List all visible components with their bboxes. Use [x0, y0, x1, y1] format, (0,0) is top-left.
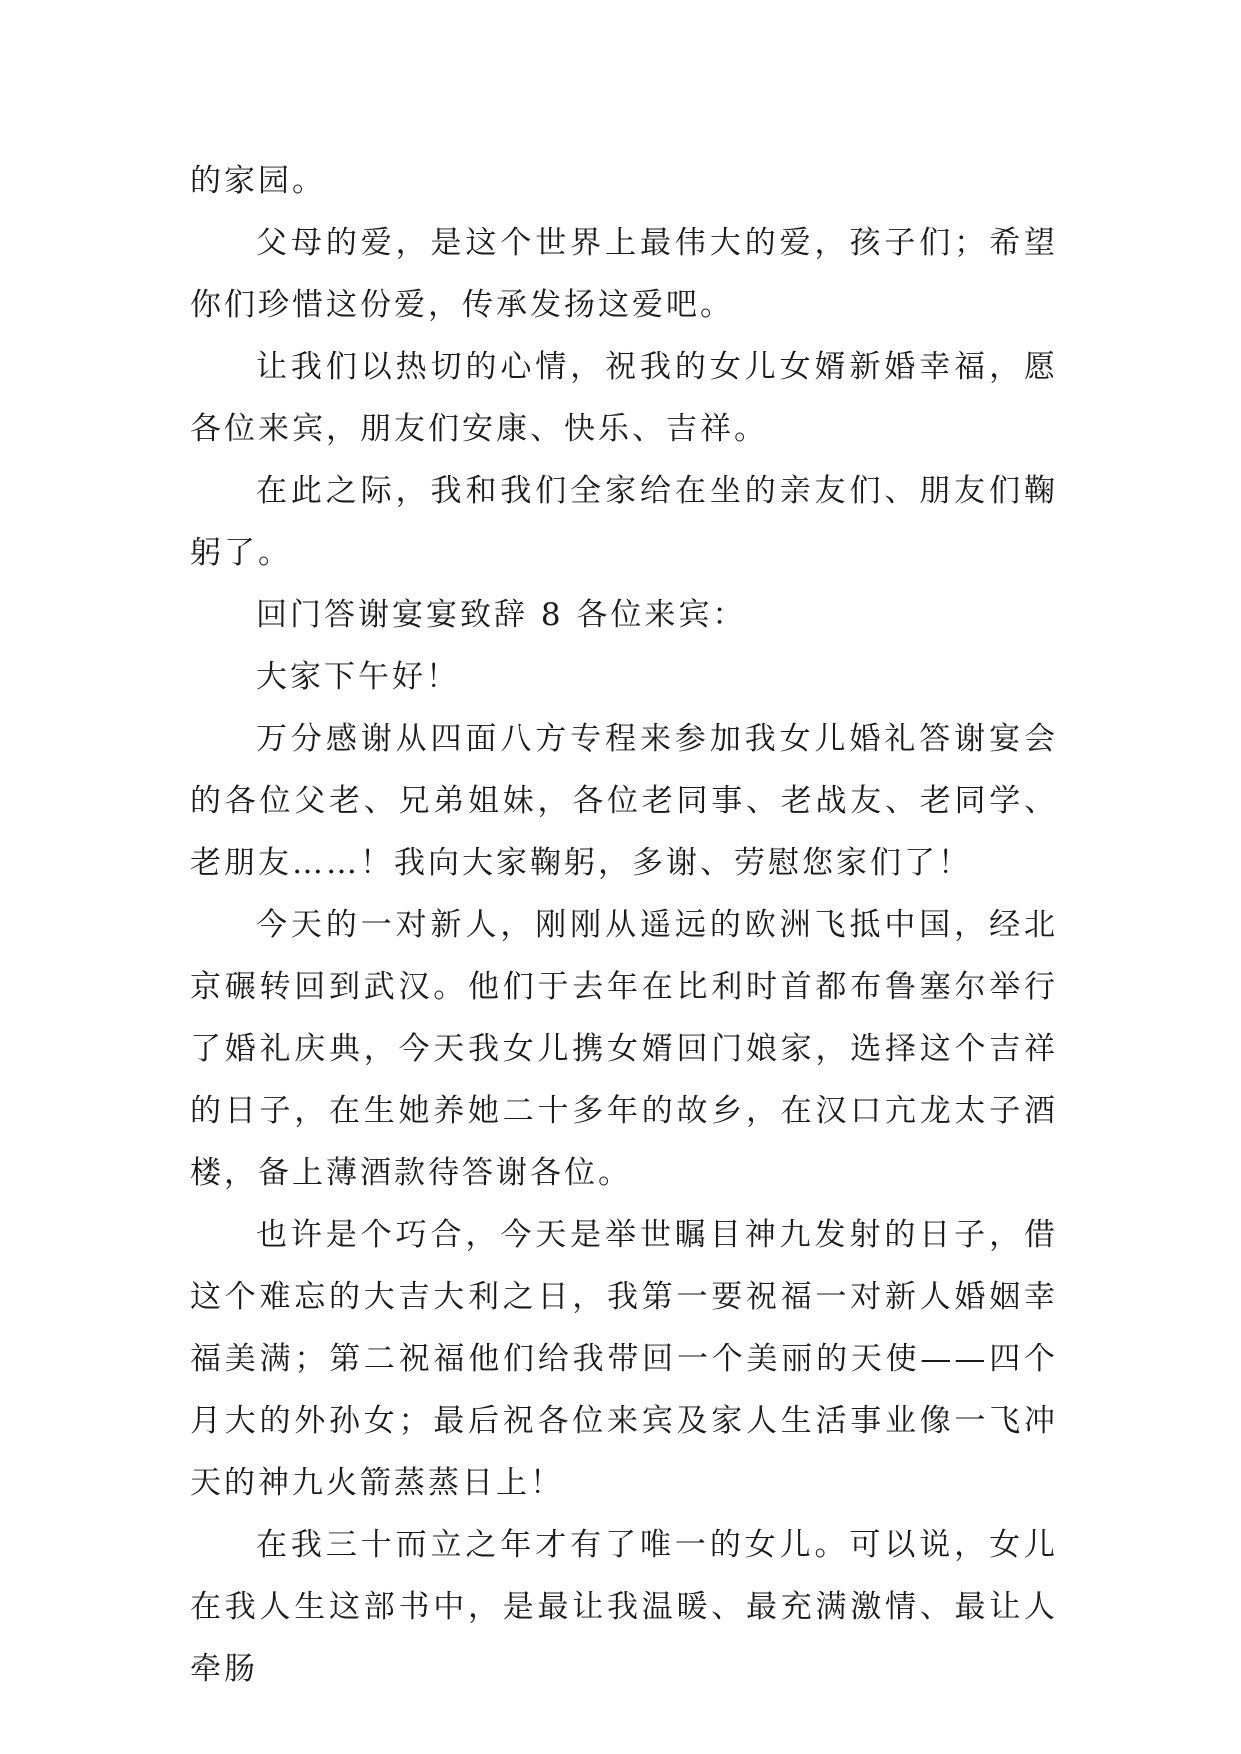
greeting: 大家下午好！ — [256, 659, 460, 695]
paragraph-7: 万分感谢从四面八方专程来参加我女儿婚礼答谢宴会的各位父老、兄弟姐妹，各位老同事、老战友、老同学、老朋友……！我向大家鞠躬，多谢、劳慰您家们了！ — [190, 721, 1058, 881]
document-page — [190, 150, 1058, 1700]
section-heading: 回门答谢宴宴致辞 8 各位来宾： — [256, 597, 747, 633]
paragraph-2: 父母的爱，是这个世界上最伟大的爱，孩子们；希望你们珍惜这份爱，传承发扬这爱吧。 — [190, 225, 1058, 323]
paragraph-8: 今天的一对新人，刚刚从遥远的欧洲飞抵中国，经北京碾转回到武汉。他们于去年在比利时首都布鲁塞尔举行了婚礼庆典，今天我女儿携女婿回门娘家，选择这个吉祥的日子，在生她养她二十多年的故乡，在汉口亢龙太子酒楼，备上薄酒款待答谢各位。 — [190, 907, 1058, 1191]
paragraph-4: 在此之际，我和我们全家给在坐的亲友们、朋友们鞠躬了。 — [190, 473, 1058, 571]
paragraph-3: 让我们以热切的心情，祝我的女儿女婿新婚幸福，愿各位来宾，朋友们安康、快乐、吉祥。 — [190, 349, 1058, 447]
paragraph-1: 的家园。 — [190, 163, 326, 199]
paragraph-9: 也许是个巧合，今天是举世瞩目神九发射的日子，借这个难忘的大吉大利之日，我第一要祝福一对新人婚姻幸福美满；第二祝福他们给我带回一个美丽的天使——四个月大的外孙女；最后祝各位来宾及家人生活事业像一飞冲天的神九火箭蒸蒸日上！ — [190, 1217, 1058, 1501]
paragraph-10: 在我三十而立之年才有了唯一的女儿。可以说，女儿在我人生这部书中，是最让我温暖、最充满激情、最让人牵肠 — [190, 1527, 1058, 1687]
